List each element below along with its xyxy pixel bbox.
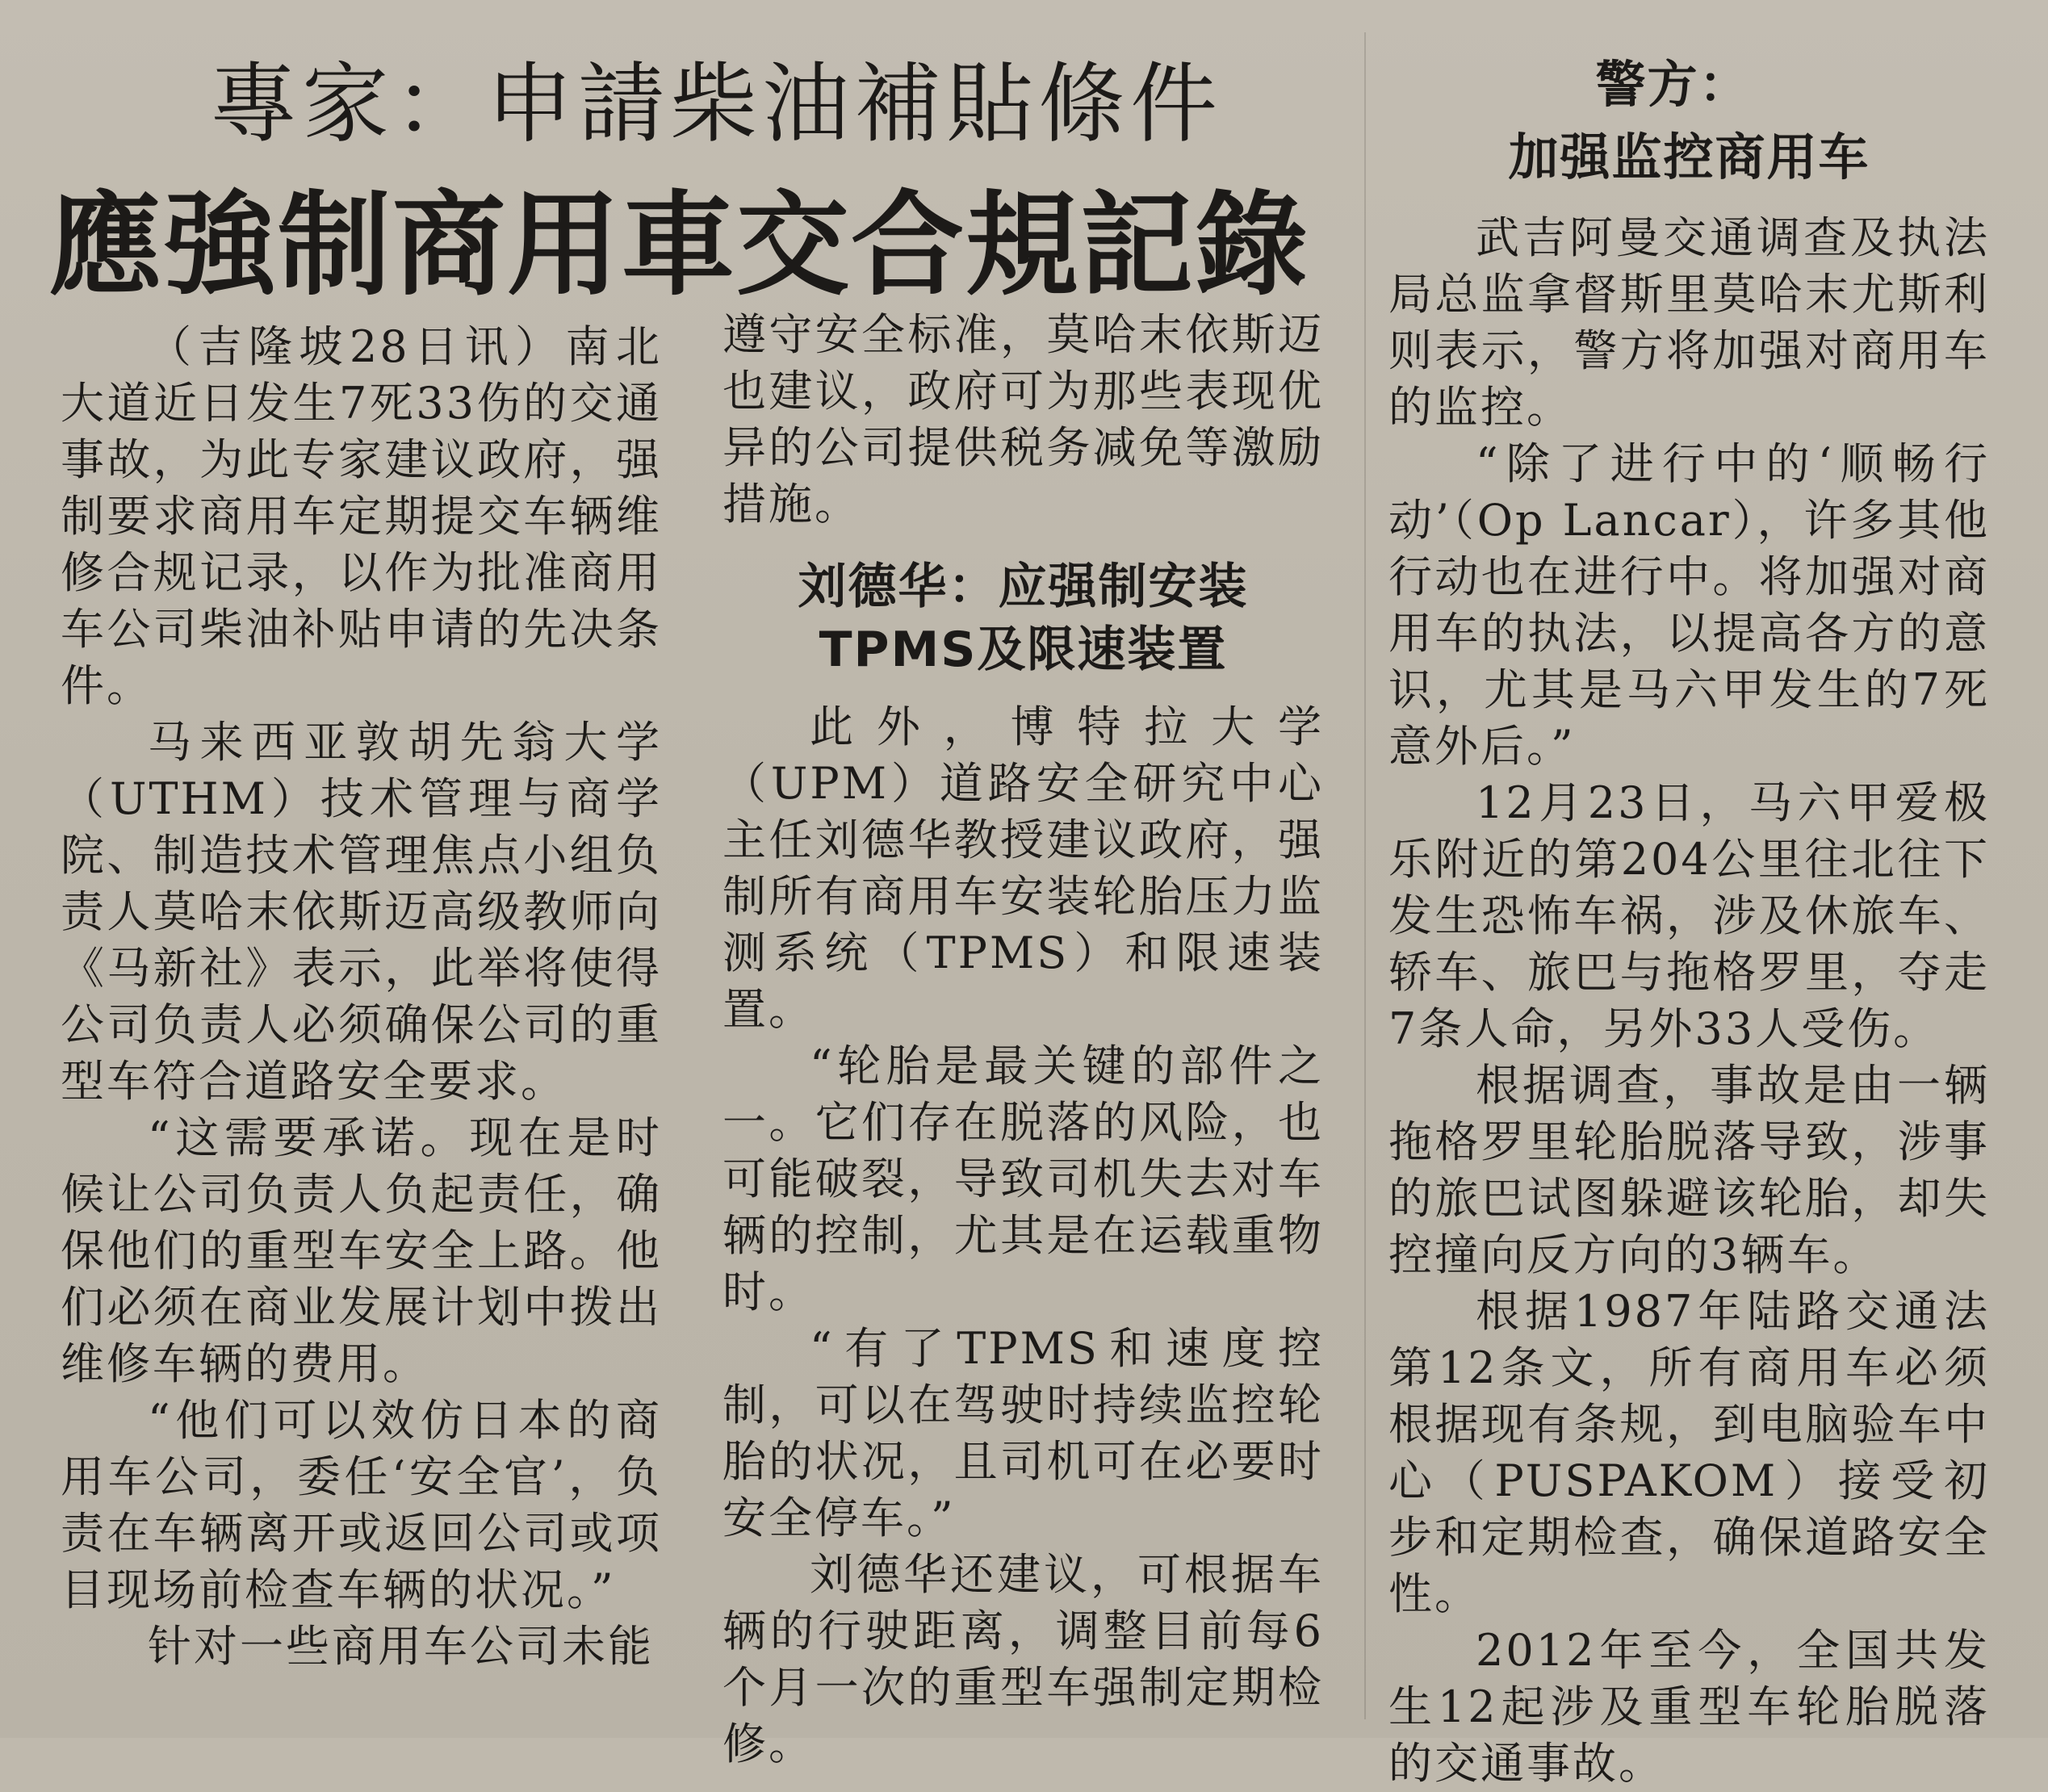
paragraph-continued: 遵守安全标准，莫哈末依斯迈也建议，政府可为那些表现优异的公司提供税务减免等激励措施。 (722, 309, 1324, 530)
paragraph: “这需要承诺。现在是时候让公司负责人负起责任，确保他们的重型车安全上路。他们必须在商业发展计划中拨出维修车辆的费用。 (61, 1112, 662, 1389)
sidebar-headline (1388, 48, 1990, 194)
paragraph: 武吉阿曼交通调查及执法局总监拿督斯里莫哈末尤斯利则表示，警方将加强对商用车的监控。 (1388, 212, 1990, 433)
paragraph: 根据调查，事故是由一辆拖格罗里轮胎脱落导致，涉事的旅巴试图躲避该轮胎，却失控撞向反方向的3辆车。 (1388, 1060, 1990, 1280)
paragraph: “有了TPMS和速度控制，可以在驾驶时持续监控轮胎的状况，且司机可在必要时安全停车。” (722, 1323, 1324, 1543)
article-column-3 (1388, 210, 1990, 1792)
article-column-2 (722, 307, 1324, 1773)
column-divider (1364, 32, 1366, 1719)
paragraph: （吉隆坡28日讯）南北大道近日发生7死33伤的交通事故，为此专家建议政府，强制要求商用车定期提交车辆维修合规记录，以作为批准商用车公司柴油补贴申请的先决条件。 (61, 321, 662, 711)
kicker-headline: 專家：申請柴油補貼條件 (210, 54, 1223, 155)
paragraph: “他们可以效仿日本的商用车公司，委任‘安全官’，负责在车辆离开或返回公司或项目现场前检查车辆的状况。” (61, 1395, 662, 1615)
paragraph: 根据1987年陆路交通法第12条文，所有商用车必须根据现有条规，到电脑验车中心（PUSPAKOM）接受初步和定期检查，确保道路安全性。 (1388, 1286, 1990, 1619)
paragraph: 2012年至今，全国共发生12起涉及重型车轮胎脱落的交通事故。 (1388, 1625, 1990, 1789)
article-column-1 (61, 319, 662, 1675)
sidebar-headline-line2: 加强监控商用车 (1508, 128, 1870, 186)
paragraph: 12月23日，马六甲爱极乐附近的第204公里往北往下发生恐怖车祸，涉及休旅车、轿车、旅巴与拖格罗里，夺走7条人命，另外33人受伤。 (1388, 777, 1990, 1054)
paragraph: 针对一些商用车公司未能 (148, 1621, 654, 1672)
paragraph: “除了进行中的‘顺畅行动’（Op Lancar），许多其他行动也在进行中。将加强对商用车的执法，以提高各方的意识，尤其是马六甲发生的7死意外后。” (1388, 438, 1990, 772)
subheading-line2: TPMS及限速装置 (819, 622, 1228, 678)
paragraph: 刘德华还建议，可根据车辆的行驶距离，调整目前每6个月一次的重型车强制定期检修。 (722, 1549, 1324, 1769)
sidebar-headline-line1: 警方： (1595, 55, 1751, 114)
main-headline: 應強制商用車交合規記錄 (48, 180, 1310, 312)
paragraph: 马来西亚敦胡先翁大学（UTHM）技术管理与商学院、制造技术管理焦点小组负责人莫哈末依斯迈高级教师向《马新社》表示，此举将使得公司负责人必须确保公司的重型车符合道路安全要求。 (61, 717, 662, 1107)
paragraph: “轮胎是最关键的部件之一。它们存在脱落的风险，也可能破裂，导致司机失去对车辆的控制，尤其是在运载重物时。 (722, 1040, 1324, 1317)
subheading (722, 555, 1324, 681)
paragraph: 此外，博特拉大学（UPM）道路安全研究中心主任刘德华教授建议政府，强制所有商用车安装轮胎压力监测系统（TPMS）和限速装置。 (722, 701, 1324, 1035)
subheading-line1: 刘德华：应强制安装 (798, 559, 1249, 615)
